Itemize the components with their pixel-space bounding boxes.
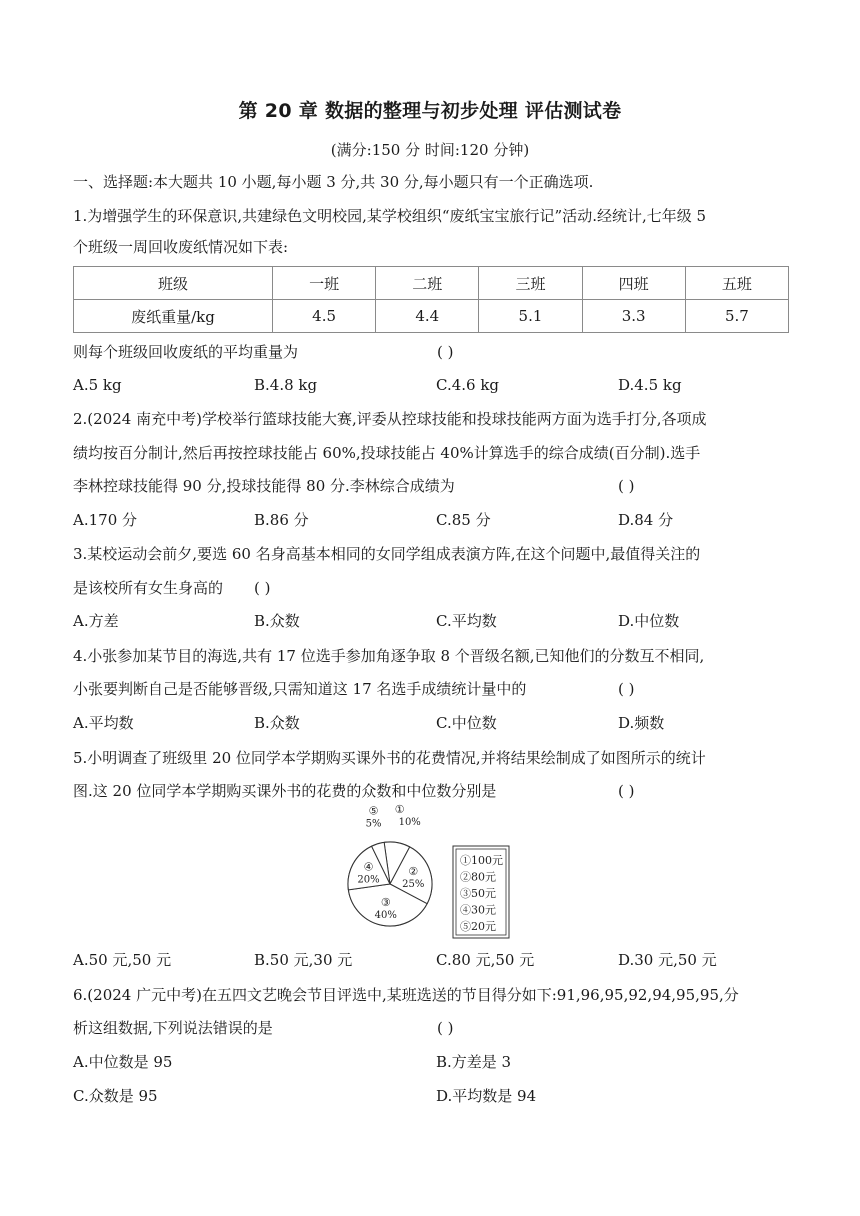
q3-option-a: A.方差 (73, 612, 119, 630)
q6-text-line-2: 析这组数据,下列说法错误的是 (73, 1019, 273, 1037)
q2-option-c: C.85 分 (436, 511, 491, 529)
table-cell: 一班 (273, 267, 376, 300)
table-cell: 三班 (479, 267, 582, 300)
answer-blank: ( ) (618, 782, 635, 800)
pie-chart-figure (340, 802, 520, 942)
legend-entry: ②80元 (460, 870, 496, 884)
pie-slice-value: 25% (402, 878, 425, 890)
pie-chart (340, 802, 520, 942)
answer-blank: ( ) (437, 343, 454, 361)
q1-option-d: D.4.5 kg (618, 376, 682, 394)
pie-slice-value: 40% (374, 910, 397, 921)
q2-option-b: B.86 分 (254, 511, 309, 529)
section-heading: 一、选择题:本大题共 10 小题,每小题 3 分,共 30 分,每小题只有一个正确选项. (73, 173, 594, 191)
legend-entry: ④30元 (460, 903, 496, 917)
answer-blank: ( ) (618, 680, 635, 698)
q5-text-line-2: 图.这 20 位同学本学期购买课外书的花费的众数和中位数分别是 (73, 782, 497, 800)
answer-blank: ( ) (618, 477, 635, 495)
table-cell: 5.7 (685, 300, 788, 333)
pie-slice-label: ③ (380, 896, 391, 909)
q6-text-line-1: 6.(2024 广元中考)在五四文艺晚会节目评选中,某班选送的节目得分如下:91,96,95,92,94,95,95,分 (73, 986, 739, 1004)
pie-slice-label: ⑤ (368, 804, 379, 818)
q2-text-line-1: 2.(2024 南充中考)学校举行篮球技能大赛,评委从控球技能和投球技能两方面为选手打分,各项成 (73, 410, 707, 428)
q5-option-c: C.80 元,50 元 (436, 951, 535, 969)
pie-slice-value: 10% (398, 816, 421, 828)
q5-option-b: B.50 元,30 元 (254, 951, 353, 969)
q4-option-a: A.平均数 (73, 714, 134, 732)
table-cell: 4.4 (376, 300, 479, 333)
pie-slice-label: ④ (363, 860, 374, 874)
q1-text-line-2: 个班级一周回收废纸情况如下表: (73, 238, 289, 256)
q3-option-d: D.中位数 (618, 612, 680, 630)
table-row (74, 267, 789, 300)
q1-option-c: C.4.6 kg (436, 376, 500, 394)
answer-blank: ( ) (437, 1019, 454, 1037)
q3-text-line-1: 3.某校运动会前夕,要选 60 名身高基本相同的女同学组成表演方阵,在这个问题中,最值得关注的 (73, 545, 701, 563)
q4-text-line-2: 小张要判断自己是否能够晋级,只需知道这 17 名选手成绩统计量中的 (73, 680, 527, 698)
q5-text-line-1: 5.小明调查了班级里 20 位同学本学期购买课外书的花费情况,并将结果绘制成了如图所示的统计 (73, 749, 706, 767)
q6-option-d: D.平均数是 94 (436, 1087, 537, 1105)
q4-option-b: B.众数 (254, 714, 300, 732)
q2-text-line-2: 绩均按百分制计,然后再按控球技能占 60%,投球技能占 40%计算选手的综合成绩(百分制).选手 (73, 444, 701, 462)
pie-slice-value: 5% (365, 818, 382, 830)
q1-text-line-1: 1.为增强学生的环保意识,共建绿色文明校园,某学校组织“废纸宝宝旅行记”活动.经统计,七年级 5 (73, 207, 707, 225)
legend-entry: ①100元 (460, 854, 503, 867)
q1-option-b: B.4.8 kg (254, 376, 318, 394)
table-cell: 5.1 (479, 300, 582, 333)
q6-option-b: B.方差是 3 (436, 1053, 512, 1071)
table-cell: 四班 (582, 267, 685, 300)
q1-text-line-3: 则每个班级回收废纸的平均重量为 (73, 343, 299, 361)
page-title: 第 20 章 数据的整理与初步处理 评估测试卷 (238, 100, 622, 122)
q3-option-c: C.平均数 (436, 612, 497, 630)
table-cell: 二班 (376, 267, 479, 300)
q2-text-line-3: 李林控球技能得 90 分,投球技能得 80 分.李林综合成绩为 (73, 477, 455, 495)
page-subtitle: (满分:150 分 时间:120 分钟) (330, 141, 530, 159)
legend-entry: ⑤20元 (460, 920, 496, 933)
q6-option-c: C.众数是 95 (73, 1087, 158, 1105)
legend-entry: ③50元 (460, 887, 496, 900)
pie-slice-value: 20% (357, 874, 380, 886)
pie-slice-label: ② (408, 864, 419, 878)
table-cell: 3.3 (582, 300, 685, 333)
q6-option-a: A.中位数是 95 (73, 1053, 173, 1071)
q4-option-c: C.中位数 (436, 714, 497, 732)
table-cell: 五班 (685, 267, 788, 300)
table-cell: 4.5 (273, 300, 376, 333)
q4-option-d: D.频数 (618, 714, 665, 732)
table-row (74, 300, 789, 333)
table-header-cell: 废纸重量/kg (74, 300, 273, 333)
q3-text-line-2: 是该校所有女生身高的 (73, 579, 224, 597)
q5-option-d: D.30 元,50 元 (618, 951, 717, 969)
waste-paper-table (73, 266, 789, 333)
table-header-cell: 班级 (74, 267, 273, 300)
q1-option-a: A.5 kg (73, 376, 122, 394)
q4-text-line-1: 4.小张参加某节目的海选,共有 17 位选手参加角逐争取 8 个晋级名额,已知他们的分数互不相同, (73, 647, 705, 665)
answer-blank: ( ) (254, 579, 271, 597)
q5-option-a: A.50 元,50 元 (73, 951, 172, 969)
pie-slice-label: ① (394, 802, 405, 816)
q2-option-d: D.84 分 (618, 511, 674, 529)
q2-option-a: A.170 分 (73, 511, 137, 529)
q3-option-b: B.众数 (254, 612, 300, 630)
